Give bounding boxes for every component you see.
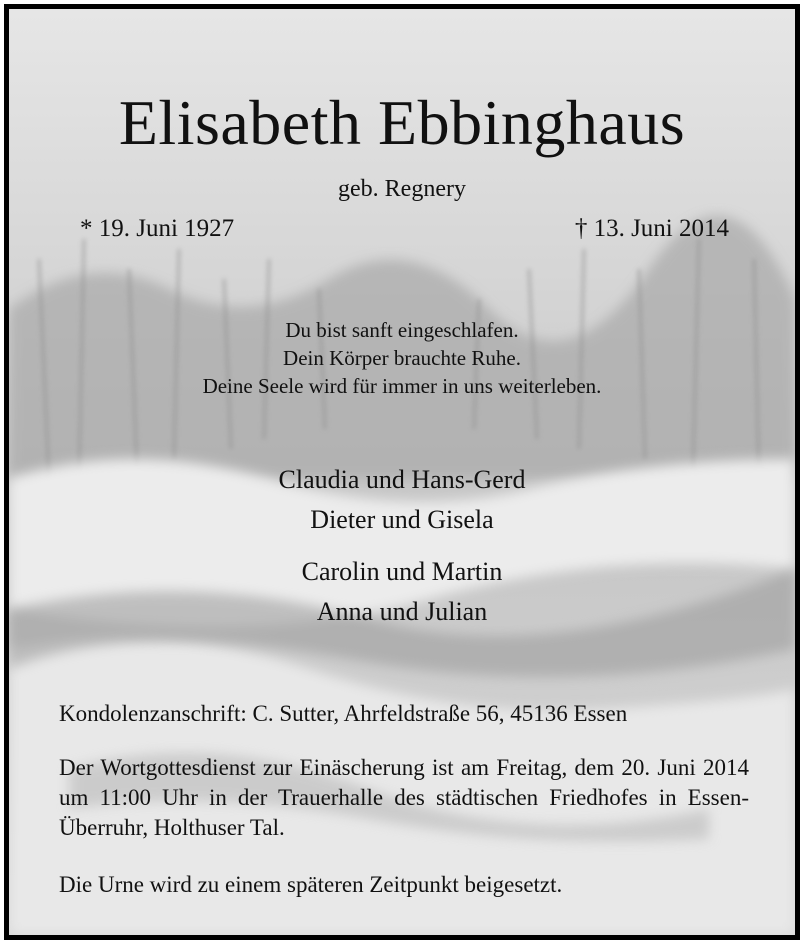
funeral-service-info: Der Wortgottesdienst zur Einäscherung ist am Freitag, dem 20. Juni 2014 um 11:00 Uhr in der Trauerhalle des städtischen Friedhofes in Essen-Überruhr, Holthuser Tal. bbox=[59, 755, 749, 840]
mourners-group bbox=[9, 460, 795, 540]
mourner-couple: Claudia und Hans-Gerd bbox=[278, 465, 526, 494]
mourner-couple: Carolin und Martin bbox=[301, 557, 503, 586]
birth-name: geb. Regnery bbox=[338, 176, 466, 202]
poem-line: Du bist sanft eingeschlafen. bbox=[285, 318, 519, 342]
urn-burial-info: Die Urne wird zu einem späteren Zeitpunkt beigesetzt. bbox=[59, 872, 563, 897]
condolence-address: Kondolenzanschrift: C. Sutter, Ahrfeldstraße 56, 45136 Essen bbox=[59, 701, 628, 726]
deceased-name: Elisabeth Ebbinghaus bbox=[118, 87, 686, 158]
poem-line: Deine Seele wird für immer in uns weiterleben. bbox=[202, 374, 602, 398]
mourner-couple: Anna und Julian bbox=[316, 597, 488, 626]
obituary-notice bbox=[4, 4, 800, 940]
mourners-group bbox=[9, 552, 795, 632]
poem bbox=[9, 316, 795, 400]
death-date: † 13. Juni 2014 bbox=[574, 215, 729, 242]
birth-date: * 19. Juni 1927 bbox=[80, 215, 235, 242]
mourner-couple: Dieter und Gisela bbox=[310, 505, 494, 534]
poem-line: Dein Körper brauchte Ruhe. bbox=[283, 346, 521, 370]
